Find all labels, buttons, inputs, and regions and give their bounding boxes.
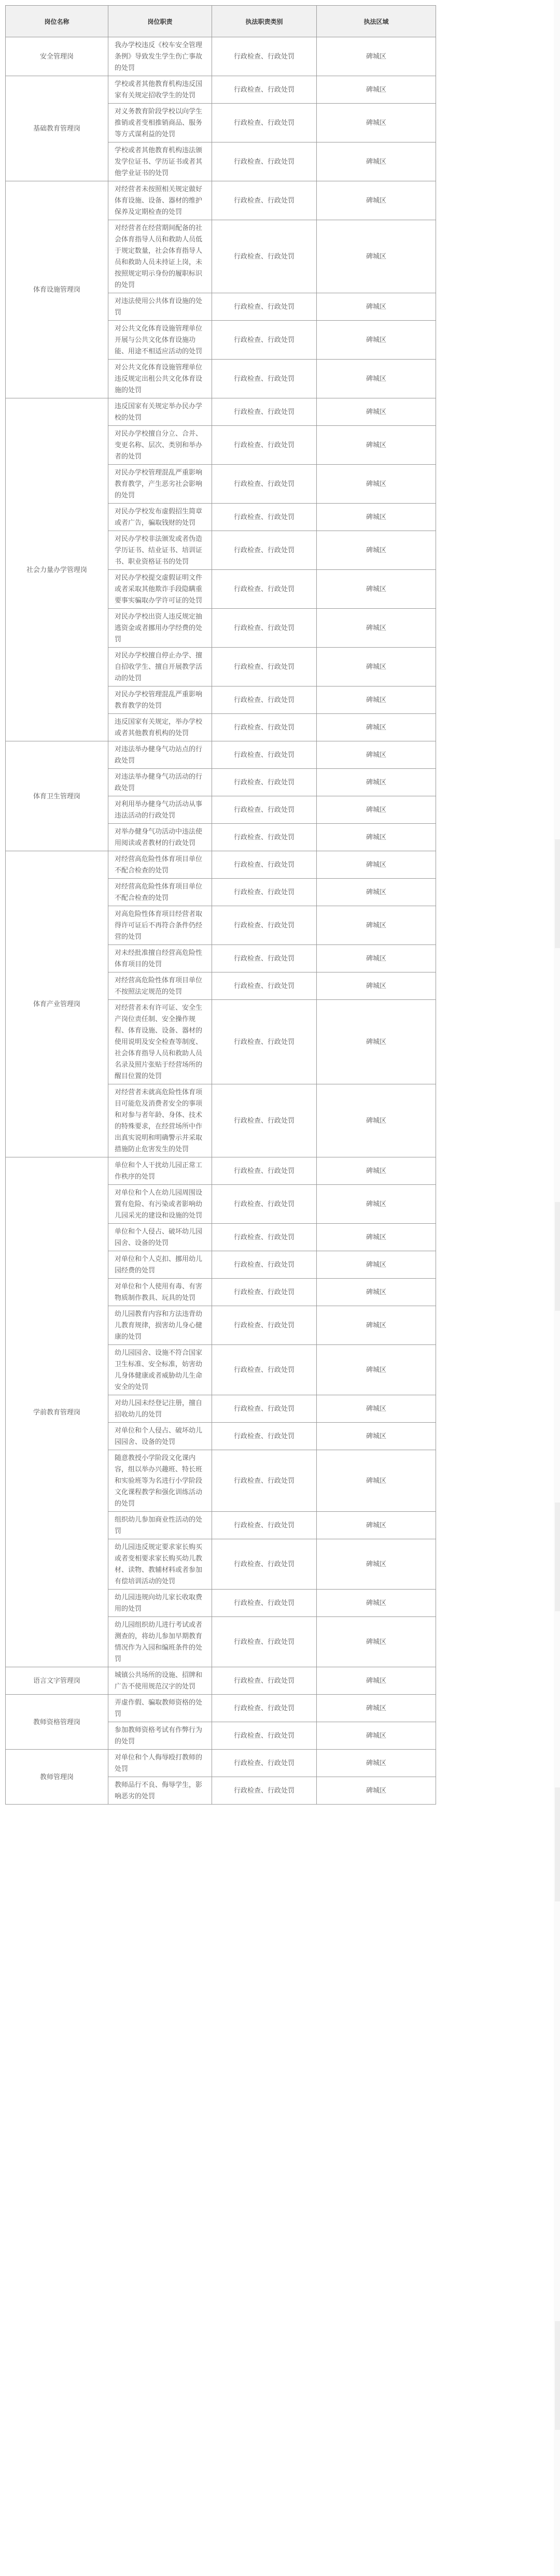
area-cell: 碑城区 bbox=[317, 1157, 436, 1185]
category-cell: 行政检查、行政处罚 bbox=[212, 37, 317, 76]
duty-cell: 教师品行不良、侮辱学生，影响恶劣的处罚 bbox=[108, 1777, 212, 1805]
position-name-cell: 学前教育管理岗 bbox=[6, 1157, 108, 1667]
area-cell: 碑城区 bbox=[317, 824, 436, 851]
area-cell: 碑城区 bbox=[317, 360, 436, 398]
duty-cell: 对幼儿园未经登记注册，擅自招收幼儿的处罚 bbox=[108, 1395, 212, 1423]
area-cell: 碑城区 bbox=[317, 906, 436, 945]
duty-cell: 幼儿园园舍、设施不符合国家卫生标准、安全标准，妨害幼儿身体健康或者威胁幼儿生命安全的处罚 bbox=[108, 1345, 212, 1395]
duty-cell: 幼儿园违规向幼儿家长收取费用的处罚 bbox=[108, 1590, 212, 1617]
table-row bbox=[6, 851, 436, 879]
category-cell: 行政检查、行政处罚 bbox=[212, 1617, 317, 1667]
category-cell: 行政检查、行政处罚 bbox=[212, 1722, 317, 1750]
duty-cell: 对民办学校非法颁发或者伪造学历证书、结业证书、培训证书、职业资格证书的处罚 bbox=[108, 531, 212, 570]
duty-cell: 对单位和个人使用有毒、有害物质制作教具、玩具的处罚 bbox=[108, 1279, 212, 1306]
area-cell: 碑城区 bbox=[317, 37, 436, 76]
header-duty: 岗位职责 bbox=[108, 6, 212, 37]
category-cell: 行政检查、行政处罚 bbox=[212, 609, 317, 648]
area-cell: 碑城区 bbox=[317, 851, 436, 879]
category-cell: 行政检查、行政处罚 bbox=[212, 360, 317, 398]
area-cell: 碑城区 bbox=[317, 220, 436, 293]
area-cell: 碑城区 bbox=[317, 741, 436, 769]
position-name-cell: 安全管理岗 bbox=[6, 37, 108, 76]
duty-cell: 对高危险性体育项目经营者取得许可证后不再符合条件仍经营的处罚 bbox=[108, 906, 212, 945]
duty-cell: 对经营者未按照相关规定做好体育设施、设备、器材的维护保养及定期检查的处罚 bbox=[108, 181, 212, 220]
position-name-cell: 教师资格管理岗 bbox=[6, 1695, 108, 1750]
duty-cell: 对单位和个人在幼儿园周围设置有危险、有污染或者影响幼儿园采光的建设和设施的处罚 bbox=[108, 1185, 212, 1224]
area-cell: 碑城区 bbox=[317, 1224, 436, 1251]
category-cell: 行政检查、行政处罚 bbox=[212, 1157, 317, 1185]
duty-table bbox=[5, 5, 436, 1805]
area-cell: 碑城区 bbox=[317, 1667, 436, 1695]
table-row bbox=[6, 181, 436, 220]
category-cell: 行政检查、行政处罚 bbox=[212, 1224, 317, 1251]
duty-cell: 对民办学校出资人违反规定抽逃资金或者挪用办学经费的处罚 bbox=[108, 609, 212, 648]
header-position: 岗位名称 bbox=[6, 6, 108, 37]
category-cell: 行政检查、行政处罚 bbox=[212, 465, 317, 504]
category-cell: 行政检查、行政处罚 bbox=[212, 1279, 317, 1306]
scroll-shade bbox=[555, 839, 560, 948]
category-cell: 行政检查、行政处罚 bbox=[212, 1345, 317, 1395]
table-row bbox=[6, 398, 436, 426]
category-cell: 行政检查、行政处罚 bbox=[212, 1306, 317, 1345]
area-cell: 碑城区 bbox=[317, 465, 436, 504]
duty-cell: 对经营者在经营期间配备的社会体育指导人员和救助人员低于规定数量，社会体育指导人员和救助人员未持证上岗，未按照规定明示身份的履职标识的处罚 bbox=[108, 220, 212, 293]
duty-cell: 对公共文化体育设施管理单位开展与公共文化体育设施功能、用途不相适应活动的处罚 bbox=[108, 321, 212, 360]
area-cell: 碑城区 bbox=[317, 321, 436, 360]
scroll-shade bbox=[555, 2321, 560, 2430]
area-cell: 碑城区 bbox=[317, 142, 436, 181]
area-cell: 碑城区 bbox=[317, 1279, 436, 1306]
category-cell: 行政检查、行政处罚 bbox=[212, 648, 317, 686]
duty-table-container bbox=[5, 5, 436, 1805]
category-cell: 行政检查、行政处罚 bbox=[212, 1667, 317, 1695]
position-name-cell: 教师管理岗 bbox=[6, 1750, 108, 1805]
duty-cell: 对违法举办健身气功活动的行政处罚 bbox=[108, 769, 212, 796]
category-cell: 行政检查、行政处罚 bbox=[212, 851, 317, 879]
duty-cell: 对单位和个人侮辱殴打教师的处罚 bbox=[108, 1750, 212, 1777]
table-row bbox=[6, 76, 436, 104]
duty-cell: 对经营高危险性体育项目单位不配合检查的处罚 bbox=[108, 879, 212, 906]
area-cell: 碑城区 bbox=[317, 972, 436, 1000]
area-cell: 碑城区 bbox=[317, 1251, 436, 1279]
category-cell: 行政检查、行政处罚 bbox=[212, 398, 317, 426]
duty-cell: 我办学校违反《校车安全管理条例》导致发生学生伤亡事故的处罚 bbox=[108, 37, 212, 76]
area-cell: 碑城区 bbox=[317, 398, 436, 426]
duty-cell: 对经营者未有许可证、安全生产岗位责任制、安全操作规程、体育设施、设备、器材的使用说明及安全检查等制度、社会体育指导人员和救助人员名录及照片张贴于经营场所的醒目位置的处罚 bbox=[108, 1000, 212, 1084]
scroll-shade bbox=[555, 1202, 560, 1311]
category-cell: 行政检查、行政处罚 bbox=[212, 181, 317, 220]
header-area: 执法区域 bbox=[317, 6, 436, 37]
area-cell: 碑城区 bbox=[317, 945, 436, 972]
duty-cell: 违反国家有关规定举办民办学校的处罚 bbox=[108, 398, 212, 426]
category-cell: 行政检查、行政处罚 bbox=[212, 906, 317, 945]
duty-cell: 对违法举办健身气功站点的行政处罚 bbox=[108, 741, 212, 769]
area-cell: 碑城区 bbox=[317, 879, 436, 906]
duty-cell: 违反国家有关规定，举办学校或者其他教育机构的处罚 bbox=[108, 714, 212, 741]
area-cell: 碑城区 bbox=[317, 1000, 436, 1084]
category-cell: 行政检查、行政处罚 bbox=[212, 769, 317, 796]
table-body bbox=[6, 37, 436, 1805]
area-cell: 碑城区 bbox=[317, 570, 436, 609]
category-cell: 行政检查、行政处罚 bbox=[212, 220, 317, 293]
area-cell: 碑城区 bbox=[317, 1777, 436, 1805]
category-cell: 行政检查、行政处罚 bbox=[212, 1695, 317, 1722]
category-cell: 行政检查、行政处罚 bbox=[212, 1395, 317, 1423]
area-cell: 碑城区 bbox=[317, 1345, 436, 1395]
area-cell: 碑城区 bbox=[317, 293, 436, 321]
category-cell: 行政检查、行政处罚 bbox=[212, 972, 317, 1000]
duty-cell: 对经营高危险性体育项目单位不配合检查的处罚 bbox=[108, 851, 212, 879]
area-cell: 碑城区 bbox=[317, 1617, 436, 1667]
table-row bbox=[6, 1157, 436, 1185]
area-cell: 碑城区 bbox=[317, 796, 436, 824]
duty-cell: 对单位和个人侵占、破坏幼儿园园舍、设备的处罚 bbox=[108, 1423, 212, 1450]
duty-cell: 幼儿园违反规定要求家长购买或者变相要求家长购买幼儿教材、读物、教辅材料或者参加有偿培训活动的处罚 bbox=[108, 1539, 212, 1590]
area-cell: 碑城区 bbox=[317, 609, 436, 648]
area-cell: 碑城区 bbox=[317, 1539, 436, 1590]
duty-cell: 对民办学校提交虚假证明文件或者采取其他欺诈手段隐瞒重要事实骗取办学许可证的处罚 bbox=[108, 570, 212, 609]
area-cell: 碑城区 bbox=[317, 1084, 436, 1157]
category-cell: 行政检查、行政处罚 bbox=[212, 293, 317, 321]
category-cell: 行政检查、行政处罚 bbox=[212, 104, 317, 142]
duty-cell: 对未经批准擅自经营高危险性体育项目的处罚 bbox=[108, 945, 212, 972]
header-category: 执法职责类别 bbox=[212, 6, 317, 37]
category-cell: 行政检查、行政处罚 bbox=[212, 142, 317, 181]
duty-cell: 对违法使用公共体育设施的处罚 bbox=[108, 293, 212, 321]
area-cell: 碑城区 bbox=[317, 426, 436, 465]
category-cell: 行政检查、行政处罚 bbox=[212, 1084, 317, 1157]
category-cell: 行政检查、行政处罚 bbox=[212, 1512, 317, 1539]
category-cell: 行政检查、行政处罚 bbox=[212, 1423, 317, 1450]
area-cell: 碑城区 bbox=[317, 104, 436, 142]
category-cell: 行政检查、行政处罚 bbox=[212, 714, 317, 741]
duty-cell: 对民办学校管理混乱严重影响教育教学的处罚 bbox=[108, 686, 212, 714]
category-cell: 行政检查、行政处罚 bbox=[212, 531, 317, 570]
category-cell: 行政检查、行政处罚 bbox=[212, 796, 317, 824]
category-cell: 行政检查、行政处罚 bbox=[212, 76, 317, 104]
duty-cell: 对民办学校发布虚假招生简章或者广告，骗取钱财的处罚 bbox=[108, 504, 212, 531]
position-name-cell: 语言文字管理岗 bbox=[6, 1667, 108, 1695]
area-cell: 碑城区 bbox=[317, 1750, 436, 1777]
scroll-shade bbox=[555, 1787, 560, 1901]
area-cell: 碑城区 bbox=[317, 1722, 436, 1750]
duty-cell: 对民办学校管理混乱严重影响教育教学，产生恶劣社会影响的处罚 bbox=[108, 465, 212, 504]
area-cell: 碑城区 bbox=[317, 1185, 436, 1224]
duty-cell: 对民办学校擅自分立、合并、变更名称、层次、类别和举办者的处罚 bbox=[108, 426, 212, 465]
area-cell: 碑城区 bbox=[317, 648, 436, 686]
area-cell: 碑城区 bbox=[317, 504, 436, 531]
position-name-cell: 体育卫生管理岗 bbox=[6, 741, 108, 851]
area-cell: 碑城区 bbox=[317, 769, 436, 796]
area-cell: 碑城区 bbox=[317, 1450, 436, 1512]
duty-cell: 对单位和个人克扣、挪用幼儿园经费的处罚 bbox=[108, 1251, 212, 1279]
area-cell: 碑城区 bbox=[317, 1306, 436, 1345]
table-row bbox=[6, 1750, 436, 1777]
duty-cell: 单位和个人干扰幼儿园正常工作秩序的处罚 bbox=[108, 1157, 212, 1185]
duty-cell: 对经营高危险性体育项目单位不按照法定规范的处罚 bbox=[108, 972, 212, 1000]
scroll-shade bbox=[555, 1502, 560, 1611]
category-cell: 行政检查、行政处罚 bbox=[212, 879, 317, 906]
area-cell: 碑城区 bbox=[317, 714, 436, 741]
duty-cell: 幼儿园教育内容和方法违背幼儿教育规律，损害幼儿身心健康的处罚 bbox=[108, 1306, 212, 1345]
duty-cell: 弄虚作假、骗取教师资格的处罚 bbox=[108, 1695, 212, 1722]
duty-cell: 单位和个人侵占、破坏幼儿园园舍、设备的处罚 bbox=[108, 1224, 212, 1251]
position-name-cell: 社会力量办学管理岗 bbox=[6, 398, 108, 741]
area-cell: 碑城区 bbox=[317, 181, 436, 220]
category-cell: 行政检查、行政处罚 bbox=[212, 1000, 317, 1084]
position-name-cell: 体育产业管理岗 bbox=[6, 851, 108, 1157]
duty-cell: 幼儿园组织幼儿进行考试或者测查的，将幼儿参加早期教育情况作为入园和编班条件的处罚 bbox=[108, 1617, 212, 1667]
table-row bbox=[6, 741, 436, 769]
category-cell: 行政检查、行政处罚 bbox=[212, 504, 317, 531]
duty-cell: 对经营者未就高危险性体育项目可能危及消费者安全的事项和对参与者年龄、身体、技术的特殊要求，在经营场所中作出真实说明和明确警示并采取措施防止危害发生的处罚 bbox=[108, 1084, 212, 1157]
category-cell: 行政检查、行政处罚 bbox=[212, 1185, 317, 1224]
area-cell: 碑城区 bbox=[317, 1395, 436, 1423]
position-name-cell: 基础教育管理岗 bbox=[6, 76, 108, 181]
area-cell: 碑城区 bbox=[317, 531, 436, 570]
category-cell: 行政检查、行政处罚 bbox=[212, 945, 317, 972]
area-cell: 碑城区 bbox=[317, 76, 436, 104]
duty-cell: 随意教授小学阶段文化课内容，组以举办兴趣班、特长班和实验班等为名进行小学阶段文化课程教学和强化训练活动的处罚 bbox=[108, 1450, 212, 1512]
category-cell: 行政检查、行政处罚 bbox=[212, 1251, 317, 1279]
duty-cell: 对公共文化体育设施管理单位违反规定出租公共文化体育设施的处罚 bbox=[108, 360, 212, 398]
category-cell: 行政检查、行政处罚 bbox=[212, 426, 317, 465]
duty-cell: 城镇公共场所的设施、招牌和广告不使用规范汉字的处罚 bbox=[108, 1667, 212, 1695]
area-cell: 碑城区 bbox=[317, 1423, 436, 1450]
position-name-cell: 体育设施管理岗 bbox=[6, 181, 108, 398]
area-cell: 碑城区 bbox=[317, 1695, 436, 1722]
duty-cell: 学校或者其他教育机构违反国家有关规定招收学生的处罚 bbox=[108, 76, 212, 104]
page-scrollbar[interactable] bbox=[554, 0, 560, 2576]
duty-cell: 学校或者其他教育机构违法颁发学位证书、学历证书或者其他学业证书的处罚 bbox=[108, 142, 212, 181]
table-row bbox=[6, 1667, 436, 1695]
category-cell: 行政检查、行政处罚 bbox=[212, 1450, 317, 1512]
header-row bbox=[6, 6, 436, 37]
area-cell: 碑城区 bbox=[317, 686, 436, 714]
duty-cell: 对利用举办健身气功活动从事违法活动的行政处罚 bbox=[108, 796, 212, 824]
category-cell: 行政检查、行政处罚 bbox=[212, 321, 317, 360]
area-cell: 碑城区 bbox=[317, 1590, 436, 1617]
duty-cell: 对义务教育阶段学校以向学生推销或者变相推销商品、服务等方式谋利益的处罚 bbox=[108, 104, 212, 142]
category-cell: 行政检查、行政处罚 bbox=[212, 1750, 317, 1777]
duty-cell: 对举办健身气功活动中违法使用阅读或者教材的行政处罚 bbox=[108, 824, 212, 851]
category-cell: 行政检查、行政处罚 bbox=[212, 1539, 317, 1590]
table-row bbox=[6, 37, 436, 76]
table-header bbox=[6, 6, 436, 37]
category-cell: 行政检查、行政处罚 bbox=[212, 1777, 317, 1805]
category-cell: 行政检查、行政处罚 bbox=[212, 686, 317, 714]
category-cell: 行政检查、行政处罚 bbox=[212, 570, 317, 609]
category-cell: 行政检查、行政处罚 bbox=[212, 1590, 317, 1617]
category-cell: 行政检查、行政处罚 bbox=[212, 741, 317, 769]
table-row bbox=[6, 1695, 436, 1722]
duty-cell: 组织幼儿参加商业性活动的处罚 bbox=[108, 1512, 212, 1539]
duty-cell: 参加教师资格考试有作弊行为的处罚 bbox=[108, 1722, 212, 1750]
duty-cell: 对民办学校擅自停止办学、擅自招收学生、擅自开展教学活动的处罚 bbox=[108, 648, 212, 686]
category-cell: 行政检查、行政处罚 bbox=[212, 824, 317, 851]
area-cell: 碑城区 bbox=[317, 1512, 436, 1539]
